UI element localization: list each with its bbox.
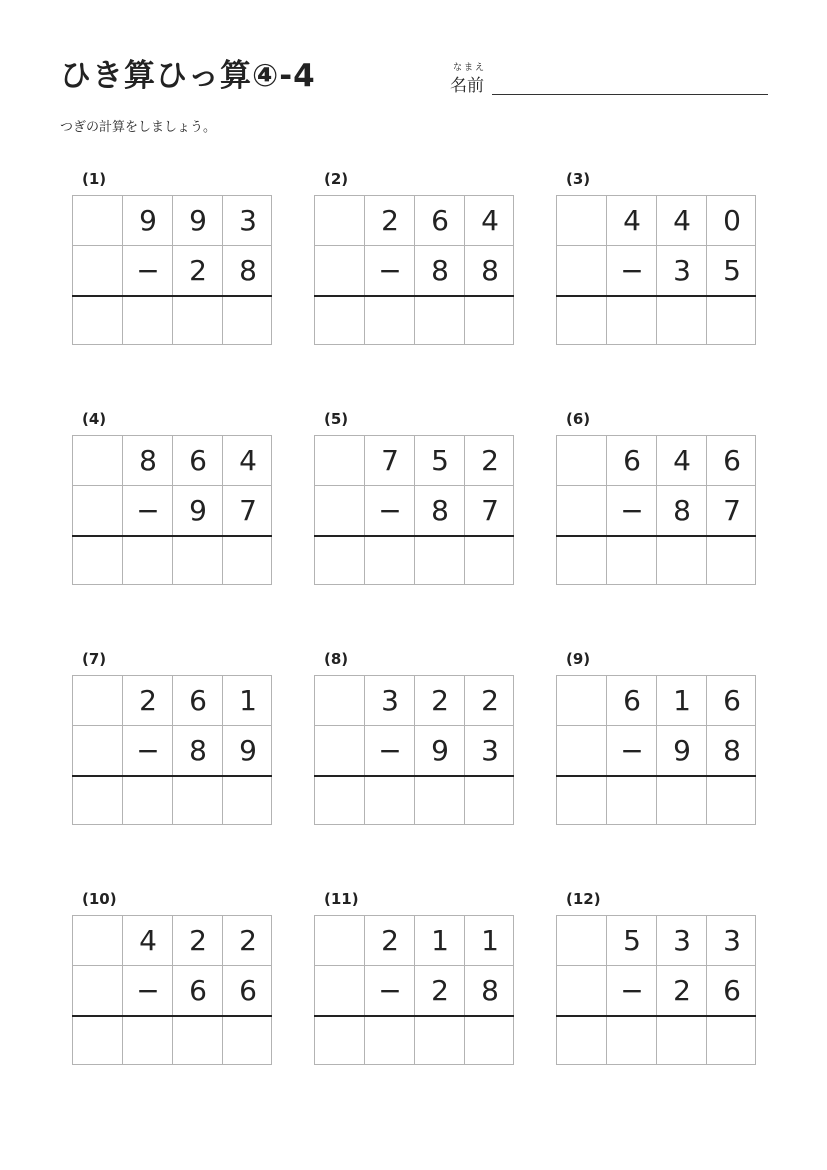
minuend-digit: 2 <box>139 684 157 717</box>
minuend-digit: 2 <box>381 924 399 957</box>
problem-1 <box>72 170 272 350</box>
answer-cell[interactable] <box>73 1016 123 1066</box>
minuend-digit: 3 <box>239 204 257 237</box>
answer-cell[interactable] <box>607 296 657 346</box>
subtraction-grid <box>314 915 514 1065</box>
answer-cell[interactable] <box>223 536 273 586</box>
answer-cell[interactable] <box>123 536 173 586</box>
minuend-digit: 2 <box>481 444 499 477</box>
subtrahend-digit: 7 <box>481 494 499 527</box>
answer-cell[interactable] <box>465 776 515 826</box>
minuend-digit: 1 <box>673 684 691 717</box>
problem-number: (8) <box>324 650 349 668</box>
answer-cell[interactable] <box>123 296 173 346</box>
answer-cell[interactable] <box>73 296 123 346</box>
minuend-digit: 6 <box>623 444 641 477</box>
answer-cell[interactable] <box>73 776 123 826</box>
minus-sign: − <box>136 974 160 1007</box>
minuend-digit: 5 <box>431 444 449 477</box>
subtrahend-digit: 8 <box>189 734 207 767</box>
minuend-digit: 2 <box>189 924 207 957</box>
subtraction-grid <box>314 195 514 345</box>
minuend-digit: 1 <box>239 684 257 717</box>
minus-sign: − <box>378 494 402 527</box>
answer-cell[interactable] <box>557 776 607 826</box>
minuend-digit: 4 <box>139 924 157 957</box>
minuend-digit: 3 <box>673 924 691 957</box>
minus-sign: − <box>620 734 644 767</box>
minus-sign: − <box>136 254 160 287</box>
answer-cell[interactable] <box>415 536 465 586</box>
minus-sign: − <box>620 974 644 1007</box>
answer-cell[interactable] <box>415 1016 465 1066</box>
answer-cell[interactable] <box>607 536 657 586</box>
problem-3 <box>556 170 756 350</box>
minuend-digit: 4 <box>239 444 257 477</box>
subtrahend-digit: 9 <box>189 494 207 527</box>
minuend-digit: 3 <box>381 684 399 717</box>
minuend-digit: 1 <box>431 924 449 957</box>
answer-cell[interactable] <box>315 296 365 346</box>
subtrahend-digit: 8 <box>481 974 499 1007</box>
minuend-digit: 3 <box>723 924 741 957</box>
answer-cell[interactable] <box>173 776 223 826</box>
minuend-digit: 2 <box>239 924 257 957</box>
answer-cell[interactable] <box>657 536 707 586</box>
problem-2 <box>314 170 514 350</box>
answer-cell[interactable] <box>465 296 515 346</box>
minus-sign: − <box>620 254 644 287</box>
problem-6 <box>556 410 756 590</box>
answer-cell[interactable] <box>707 536 757 586</box>
problem-5 <box>314 410 514 590</box>
name-field <box>448 60 768 96</box>
answer-cell[interactable] <box>123 1016 173 1066</box>
problem-number: (4) <box>82 410 107 428</box>
instruction-text: つぎの計算をしましょう。 <box>60 120 217 135</box>
subtrahend-digit: 3 <box>481 734 499 767</box>
answer-cell[interactable] <box>707 1016 757 1066</box>
minuend-digit: 2 <box>431 684 449 717</box>
answer-cell[interactable] <box>123 776 173 826</box>
answer-cell[interactable] <box>73 536 123 586</box>
minuend-digit: 9 <box>139 204 157 237</box>
minus-sign: − <box>136 734 160 767</box>
minuend-digit: 4 <box>673 444 691 477</box>
minuend-digit: 8 <box>139 444 157 477</box>
subtrahend-digit: 9 <box>239 734 257 767</box>
answer-cell[interactable] <box>607 1016 657 1066</box>
minuend-digit: 1 <box>481 924 499 957</box>
subtrahend-digit: 7 <box>239 494 257 527</box>
subtraction-grid <box>72 915 272 1065</box>
answer-cell[interactable] <box>657 776 707 826</box>
answer-cell[interactable] <box>315 536 365 586</box>
subtraction-grid <box>556 195 756 345</box>
minuend-digit: 4 <box>673 204 691 237</box>
minuend-digit: 6 <box>189 444 207 477</box>
minus-sign: − <box>378 734 402 767</box>
subtrahend-digit: 8 <box>481 254 499 287</box>
subtrahend-digit: 8 <box>723 734 741 767</box>
problem-number: (10) <box>82 890 117 908</box>
minuend-digit: 5 <box>623 924 641 957</box>
minuend-digit: 0 <box>723 204 741 237</box>
problem-number: (2) <box>324 170 349 188</box>
answer-cell[interactable] <box>365 536 415 586</box>
subtraction-grid <box>72 435 272 585</box>
answer-cell[interactable] <box>415 296 465 346</box>
name-label: 名前 <box>450 76 484 96</box>
minus-sign: − <box>378 254 402 287</box>
problem-number: (9) <box>566 650 591 668</box>
minuend-digit: 4 <box>481 204 499 237</box>
problem-4 <box>72 410 272 590</box>
minuend-digit: 4 <box>623 204 641 237</box>
problem-9 <box>556 650 756 830</box>
subtraction-grid <box>72 195 272 345</box>
minuend-digit: 6 <box>723 444 741 477</box>
minuend-digit: 9 <box>189 204 207 237</box>
answer-cell[interactable] <box>173 1016 223 1066</box>
problem-number: (11) <box>324 890 359 908</box>
answer-cell[interactable] <box>223 296 273 346</box>
subtrahend-digit: 6 <box>189 974 207 1007</box>
minuend-digit: 6 <box>623 684 641 717</box>
subtraction-grid <box>556 435 756 585</box>
subtraction-grid <box>556 675 756 825</box>
minuend-digit: 6 <box>189 684 207 717</box>
subtrahend-digit: 7 <box>723 494 741 527</box>
subtrahend-digit: 9 <box>431 734 449 767</box>
answer-cell[interactable] <box>657 1016 707 1066</box>
answer-cell[interactable] <box>415 776 465 826</box>
answer-cell[interactable] <box>465 536 515 586</box>
subtrahend-digit: 6 <box>723 974 741 1007</box>
answer-cell[interactable] <box>557 1016 607 1066</box>
minus-sign: − <box>136 494 160 527</box>
minus-sign: − <box>620 494 644 527</box>
subtrahend-digit: 2 <box>189 254 207 287</box>
answer-cell[interactable] <box>465 1016 515 1066</box>
problem-number: (5) <box>324 410 349 428</box>
subtraction-grid <box>314 675 514 825</box>
minus-sign: − <box>378 974 402 1007</box>
minuend-digit: 2 <box>481 684 499 717</box>
answer-cell[interactable] <box>365 296 415 346</box>
problem-12 <box>556 890 756 1070</box>
problem-number: (3) <box>566 170 591 188</box>
answer-cell[interactable] <box>365 776 415 826</box>
answer-cell[interactable] <box>315 1016 365 1066</box>
problem-7 <box>72 650 272 830</box>
answer-cell[interactable] <box>223 1016 273 1066</box>
name-writing-line[interactable] <box>492 94 768 95</box>
answer-cell[interactable] <box>173 296 223 346</box>
answer-cell[interactable] <box>557 536 607 586</box>
problem-10 <box>72 890 272 1070</box>
problem-8 <box>314 650 514 830</box>
minuend-digit: 6 <box>723 684 741 717</box>
answer-cell[interactable] <box>223 776 273 826</box>
answer-cell[interactable] <box>657 296 707 346</box>
problem-number: (1) <box>82 170 107 188</box>
minuend-digit: 2 <box>381 204 399 237</box>
subtrahend-digit: 2 <box>673 974 691 1007</box>
subtraction-grid <box>72 675 272 825</box>
minuend-digit: 7 <box>381 444 399 477</box>
answer-cell[interactable] <box>173 536 223 586</box>
problem-number: (6) <box>566 410 591 428</box>
subtrahend-digit: 8 <box>431 494 449 527</box>
problem-number: (12) <box>566 890 601 908</box>
subtraction-grid <box>314 435 514 585</box>
answer-cell[interactable] <box>365 1016 415 1066</box>
subtrahend-digit: 5 <box>723 254 741 287</box>
subtrahend-digit: 8 <box>431 254 449 287</box>
subtraction-grid <box>556 915 756 1065</box>
subtrahend-digit: 2 <box>431 974 449 1007</box>
answer-cell[interactable] <box>607 776 657 826</box>
problem-11 <box>314 890 514 1070</box>
subtrahend-digit: 8 <box>239 254 257 287</box>
answer-cell[interactable] <box>557 296 607 346</box>
minuend-digit: 6 <box>431 204 449 237</box>
worksheet-title: ひき算ひっ算④-4 <box>60 58 316 94</box>
answer-cell[interactable] <box>707 296 757 346</box>
name-furigana: なまえ <box>453 63 487 73</box>
answer-cell[interactable] <box>315 776 365 826</box>
subtrahend-digit: 8 <box>673 494 691 527</box>
subtrahend-digit: 9 <box>673 734 691 767</box>
subtrahend-digit: 3 <box>673 254 691 287</box>
problem-number: (7) <box>82 650 107 668</box>
subtrahend-digit: 6 <box>239 974 257 1007</box>
answer-cell[interactable] <box>707 776 757 826</box>
